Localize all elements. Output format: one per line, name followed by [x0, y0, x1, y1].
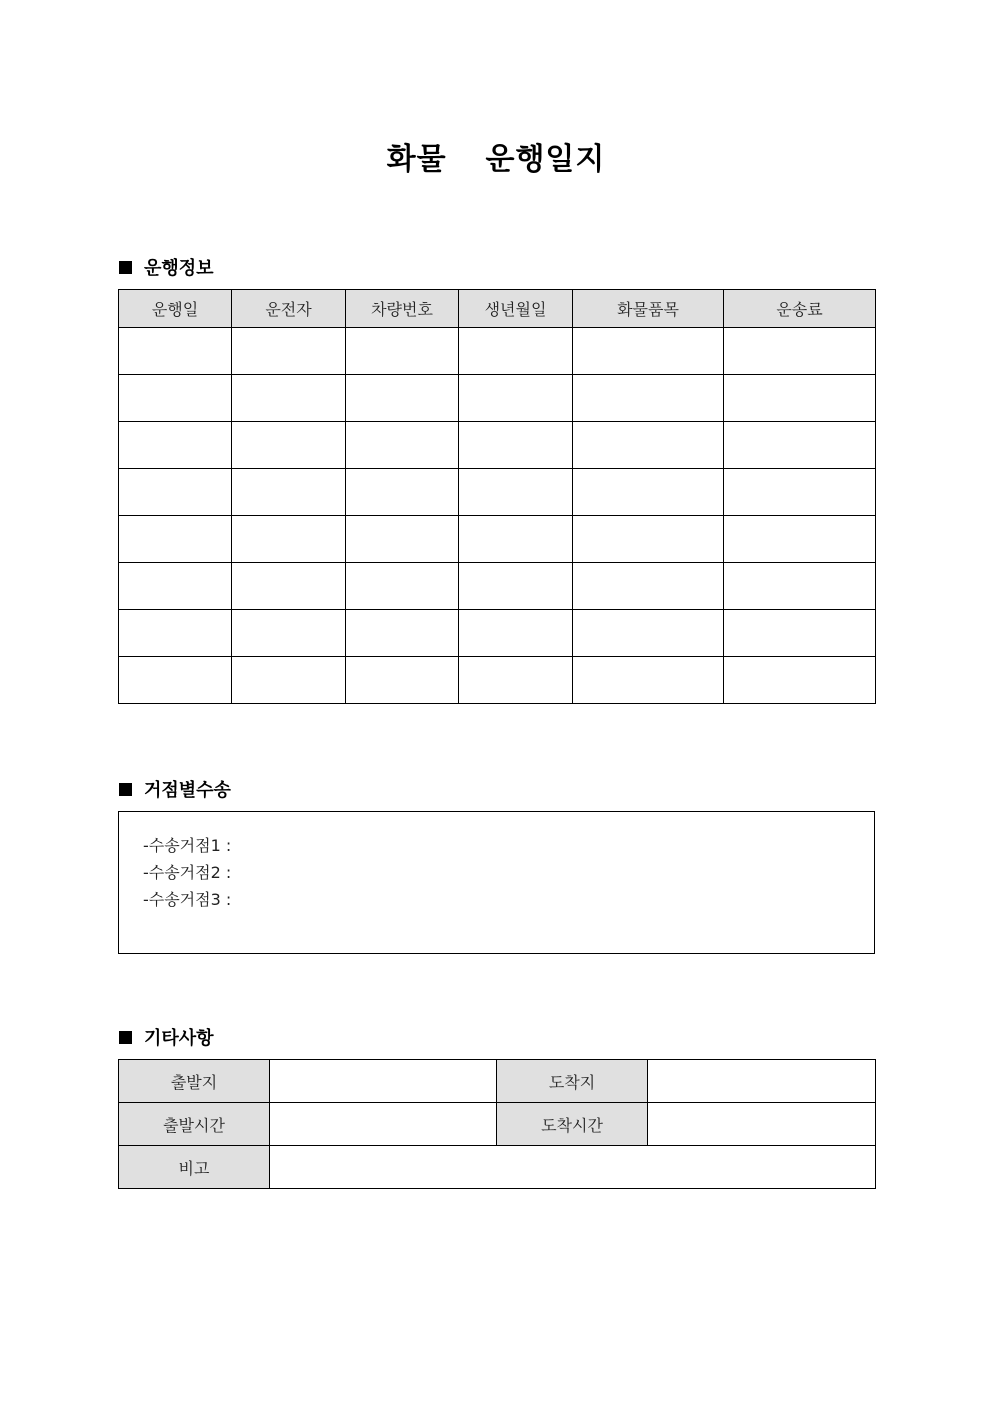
- section-heading-delivery: [119, 776, 231, 802]
- table-header-row: [119, 290, 876, 328]
- cargo-item-cell[interactable]: [573, 563, 724, 610]
- section-heading-misc: [119, 1024, 214, 1050]
- column-header-cargo-item: 화물품목: [573, 290, 724, 328]
- page-title: 화물 운행일지: [386, 142, 606, 177]
- column-header-date: 운행일: [119, 290, 232, 328]
- arrival-cell[interactable]: [648, 1060, 876, 1103]
- table-row: [119, 563, 876, 610]
- cargo-item-cell[interactable]: [573, 516, 724, 563]
- date-cell[interactable]: [119, 657, 232, 704]
- cargo-item-cell[interactable]: [573, 422, 724, 469]
- birthdate-cell[interactable]: [459, 375, 573, 422]
- date-cell[interactable]: [119, 422, 232, 469]
- freight-fee-cell[interactable]: [724, 610, 876, 657]
- driver-cell[interactable]: [232, 422, 346, 469]
- delivery-box[interactable]: [118, 811, 875, 954]
- date-cell[interactable]: [119, 563, 232, 610]
- vehicle-number-cell[interactable]: [346, 375, 459, 422]
- freight-fee-cell[interactable]: [724, 657, 876, 704]
- cargo-item-cell[interactable]: [573, 610, 724, 657]
- table-row: [119, 375, 876, 422]
- date-cell[interactable]: [119, 469, 232, 516]
- table-row: [119, 610, 876, 657]
- column-header-birthdate: 생년월일: [459, 290, 573, 328]
- cargo-item-cell[interactable]: [573, 375, 724, 422]
- date-cell[interactable]: [119, 328, 232, 375]
- section-heading-misc-label: 기타사항: [144, 1028, 214, 1049]
- cargo-item-cell[interactable]: [573, 657, 724, 704]
- departure-label: 출발지: [119, 1060, 270, 1103]
- section-heading-ops-label: 운행정보: [144, 258, 214, 279]
- birthdate-cell[interactable]: [459, 422, 573, 469]
- cargo-item-cell[interactable]: [573, 469, 724, 516]
- arrival-time-cell[interactable]: [648, 1103, 876, 1146]
- driver-cell[interactable]: [232, 516, 346, 563]
- driver-cell[interactable]: [232, 563, 346, 610]
- freight-fee-cell[interactable]: [724, 422, 876, 469]
- column-header-driver: 운전자: [232, 290, 346, 328]
- vehicle-number-cell[interactable]: [346, 469, 459, 516]
- table-row: [119, 657, 876, 704]
- square-bullet-icon: [119, 1031, 132, 1044]
- delivery-item-1: -수송거점1 :: [143, 836, 232, 855]
- driver-cell[interactable]: [232, 328, 346, 375]
- column-header-vehicle-number: 차량번호: [346, 290, 459, 328]
- birthdate-cell[interactable]: [459, 328, 573, 375]
- freight-fee-cell[interactable]: [724, 375, 876, 422]
- departure-time-cell[interactable]: [270, 1103, 497, 1146]
- square-bullet-icon: [119, 261, 132, 274]
- delivery-item-3: -수송거점3 :: [143, 890, 232, 909]
- delivery-list: [143, 832, 231, 913]
- operations-table: [118, 289, 876, 704]
- birthdate-cell[interactable]: [459, 610, 573, 657]
- table-row: [119, 422, 876, 469]
- table-row: [119, 1146, 876, 1189]
- freight-fee-cell[interactable]: [724, 469, 876, 516]
- birthdate-cell[interactable]: [459, 563, 573, 610]
- birthdate-cell[interactable]: [459, 469, 573, 516]
- remarks-label: 비고: [119, 1146, 270, 1189]
- arrival-label: 도착지: [497, 1060, 648, 1103]
- birthdate-cell[interactable]: [459, 657, 573, 704]
- vehicle-number-cell[interactable]: [346, 422, 459, 469]
- departure-time-label: 출발시간: [119, 1103, 270, 1146]
- table-row: [119, 469, 876, 516]
- arrival-time-label: 도착시간: [497, 1103, 648, 1146]
- vehicle-number-cell[interactable]: [346, 563, 459, 610]
- date-cell[interactable]: [119, 610, 232, 657]
- vehicle-number-cell[interactable]: [346, 516, 459, 563]
- column-header-freight-fee: 운송료: [724, 290, 876, 328]
- date-cell[interactable]: [119, 516, 232, 563]
- section-heading-delivery-label: 거점별수송: [144, 780, 231, 801]
- driver-cell[interactable]: [232, 375, 346, 422]
- section-heading-ops: [119, 254, 214, 280]
- cargo-item-cell[interactable]: [573, 328, 724, 375]
- driver-cell[interactable]: [232, 657, 346, 704]
- freight-fee-cell[interactable]: [724, 563, 876, 610]
- table-row: [119, 1103, 876, 1146]
- freight-fee-cell[interactable]: [724, 516, 876, 563]
- remarks-cell[interactable]: [270, 1146, 876, 1189]
- vehicle-number-cell[interactable]: [346, 610, 459, 657]
- date-cell[interactable]: [119, 375, 232, 422]
- misc-table: [118, 1059, 876, 1189]
- driver-cell[interactable]: [232, 610, 346, 657]
- driver-cell[interactable]: [232, 469, 346, 516]
- square-bullet-icon: [119, 783, 132, 796]
- birthdate-cell[interactable]: [459, 516, 573, 563]
- freight-fee-cell[interactable]: [724, 328, 876, 375]
- table-row: [119, 328, 876, 375]
- table-row: [119, 516, 876, 563]
- vehicle-number-cell[interactable]: [346, 657, 459, 704]
- table-row: [119, 1060, 876, 1103]
- departure-cell[interactable]: [270, 1060, 497, 1103]
- vehicle-number-cell[interactable]: [346, 328, 459, 375]
- delivery-item-2: -수송거점2 :: [143, 863, 232, 882]
